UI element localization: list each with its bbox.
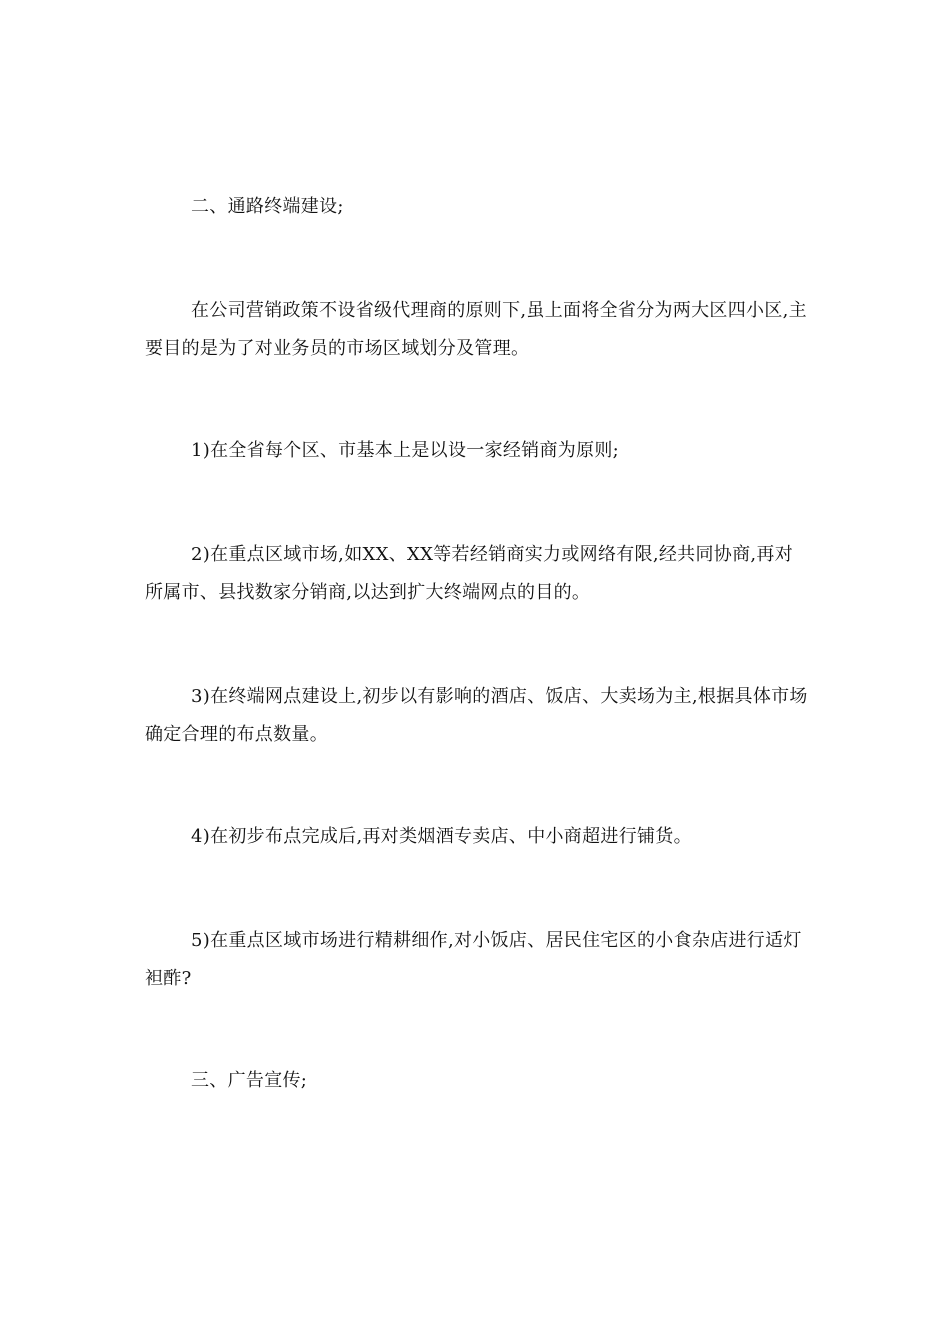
paragraph-intro: 在公司营销政策不设省级代理商的原则下,虽上面将全省分为两大区四小区,主要目的是为了对业务员的市场区域划分及管理。	[145, 300, 807, 359]
list-item-1: 1)在全省每个区、市基本上是以设一家经销商为原则;	[191, 440, 620, 461]
list-item-2: 2)在重点区域市场,如XX、XX等若经销商实力或网络有限,经共同协商,再对所属市、县找数家分销商,以达到扩大终端网点的目的。	[145, 544, 793, 603]
list-item-5: 5)在重点区域市场进行精耕细作,对小饭店、居民住宅区的小食杂店进行适灯袒酢?	[145, 930, 802, 989]
list-item-4: 4)在初步布点完成后,再对类烟酒专卖店、中小商超进行铺货。	[191, 826, 692, 847]
section-heading-channel-terminal: 二、通路终端建设;	[191, 196, 344, 217]
list-item-3: 3)在终端网点建设上,初步以有影响的酒店、饭店、大卖场为主,根据具体市场确定合理的布点数量。	[145, 686, 808, 745]
section-heading-advertising: 三、广告宣传;	[191, 1070, 308, 1091]
